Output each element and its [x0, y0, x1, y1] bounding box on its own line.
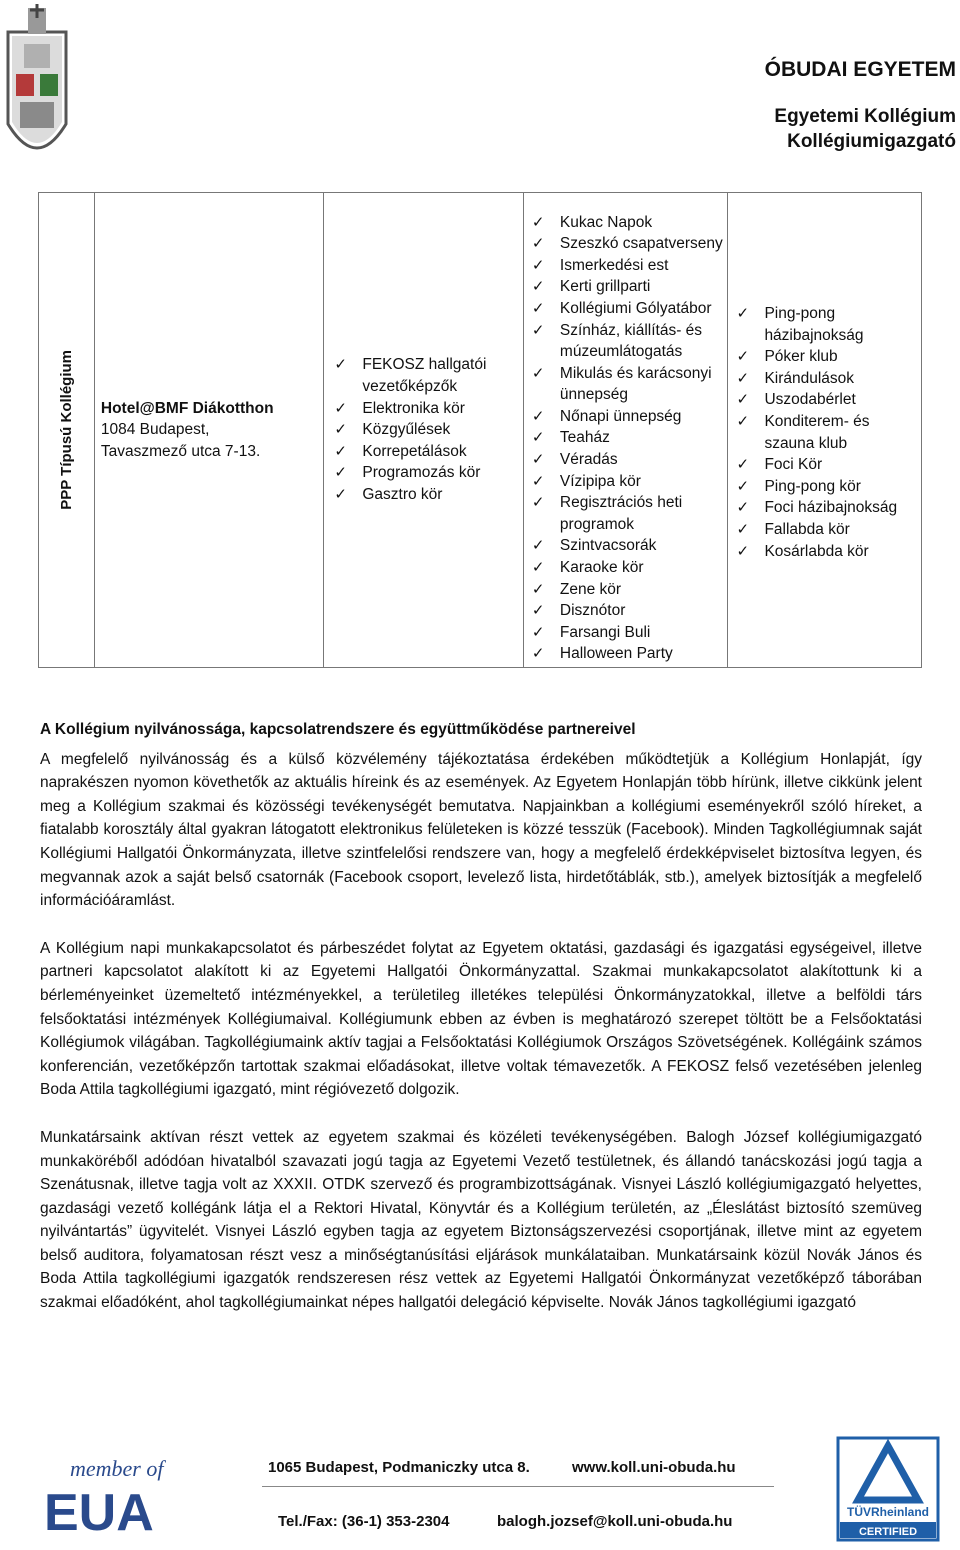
checkmark-icon: ✓	[531, 623, 545, 641]
list-item-text: Szeszkó csapatverseny	[559, 235, 723, 253]
list-item-text: Elektronika kör	[362, 399, 465, 417]
list-item	[736, 541, 921, 563]
list-item	[532, 255, 728, 277]
list-item-text: Karaoke kör	[559, 559, 644, 577]
checkmark-icon: ✓	[334, 485, 347, 503]
checkmark-icon: ✓	[531, 429, 545, 447]
table-cell-sports	[728, 193, 921, 667]
list-item-text: Kukac Napok	[559, 213, 653, 231]
list-item	[334, 419, 523, 441]
list-item	[532, 320, 728, 363]
list-item	[736, 519, 921, 541]
checkmark-icon: ✓	[736, 305, 750, 322]
checkmark-icon: ✓	[531, 537, 545, 555]
checkmark-icon: ✓	[531, 364, 545, 382]
list-item	[736, 346, 921, 368]
checkmark-icon: ✓	[334, 421, 347, 439]
list-item	[532, 622, 728, 644]
list-item	[532, 579, 728, 601]
checkmark-icon: ✓	[531, 451, 545, 469]
checkmark-icon: ✓	[531, 256, 545, 274]
list-item-text: Nőnapi ünnepség	[559, 407, 682, 425]
list-item-text: Ismerkedési est	[559, 256, 669, 274]
checkmark-icon: ✓	[334, 356, 347, 374]
list-item-text: Színház, kiállítás- és múzeumlátogatás	[559, 321, 703, 361]
list-item-text: Véradás	[559, 451, 618, 469]
paragraph-2: A Kollégium napi munkakapcsolatot és párbeszédet folytat az Egyetem oktatási, gazdasági és igazgatási egységeivel, illetve partneri kapcsolatot alakított ki az Egyetemi Hallgatói Önkormányzattal. Szakmai munkakapcsolatot alakítottunk ki a bérleményeinket üzemeltető intézményekkel, a területileg illetékes települési Önkormányzatokkal, illetve a belföldi társ felsőoktatási intézmények Kollégiumaival. Kollégiumunk ebben az évben is meghatározó szerepet töltött be a Felsőoktatási Kollégiumok világában. Tagkollégiumaink aktív tagjai a Felsőoktatási Kollégiumok Országos Szövetségének. Kollégáink számos konferencián, vezetőképzőn tartottak szakmai előadásokat, illetve voltak témavezetők. A FEKOSZ felső vezetésében jelenleg Boda Attila tagkollégiumi igazgató, mint régióvezető dolgozik.	[40, 939, 922, 1099]
list-item-text: Regisztrációs heti programok	[559, 494, 683, 533]
footer-divider	[262, 1486, 774, 1487]
list-item-text: Halloween Party	[559, 645, 673, 663]
list-item-text: Farsangi Buli	[559, 623, 651, 641]
list-item	[334, 462, 523, 484]
list-item	[532, 557, 728, 579]
sports-programs-list	[728, 303, 921, 562]
checkmark-icon: ✓	[736, 520, 750, 538]
dormitory-type-label: PPP Típusú Kollégium	[57, 350, 75, 510]
checkmark-icon: ✓	[531, 278, 545, 296]
checkmark-icon: ✓	[531, 580, 545, 598]
eua-text-line-1: member of	[70, 1456, 164, 1481]
list-item-text: Kollégiumi Gólyatábor	[559, 299, 712, 317]
section-heading: A Kollégium nyilvánossága, kapcsolatrendszere és együttműködése partnereivel	[40, 721, 636, 738]
checkmark-icon: ✓	[531, 494, 545, 512]
list-item-text: Póker klub	[764, 348, 838, 366]
dormitory-name: Hotel@BMF Diákotthon	[100, 399, 274, 417]
header-line-2: Kollégiumigazgató	[787, 131, 956, 152]
list-item-text: Foci Kör	[764, 456, 823, 474]
list-item-text: Uszodabérlet	[764, 391, 856, 409]
list-item-text: Kerti grillparti	[559, 278, 651, 296]
table-cell-professional	[324, 193, 524, 667]
checkmark-icon: ✓	[334, 464, 347, 482]
list-item-text: Foci házibajnokság	[764, 499, 898, 517]
list-item-text: Kosárlabda kör	[764, 542, 869, 560]
list-item	[532, 535, 728, 557]
list-item	[532, 212, 728, 234]
checkmark-icon: ✓	[531, 559, 545, 577]
footer-email-link[interactable]: balogh.jozsef@koll.uni-obuda.hu	[497, 1513, 733, 1530]
list-item	[532, 600, 728, 622]
checkmark-icon: ✓	[531, 472, 545, 490]
eua-text-line-2: EUA	[44, 1484, 154, 1536]
dormitory-programs-table	[38, 192, 922, 668]
list-item	[532, 471, 728, 493]
tuv-text-line-2: CERTIFIED	[858, 1526, 918, 1538]
eua-member-logo	[38, 1452, 172, 1536]
list-item	[532, 449, 728, 471]
paragraph-1: A megfelelő nyilvánosság és a külső közvélemény tájékoztatása érdekében működtetjük a Kollégium Honlapját, így naprakészen nyomon követhetők az aktuális híreink és az események. Az Egyetem Honlapján több hírünk, illetve cikkünk jelent meg a Kollégium szakmai és közösségi tevékenységét bemutatva. Napjainkban a kollégiumi eseményekről szóló híreket, a fiatalabb korosztály által gyakran látogatott elektronikus felületeken is közzé tesszük (Facebook). Minden Tagkollégiumnak saját Kollégiumi Hallgatói Önkormányzata, illetve szintfelelősi rendszere van, hogy a megfelelő érdekképviselet biztosítva legyen, és megvannak azok a saját belső csatornák (Facebook csoport, levelező lista, hirdetőtáblák, stb.), amelyek biztosítják a megfelelő információáramlást.	[40, 750, 922, 910]
university-name: ÓBUDAI EGYETEM	[764, 58, 956, 81]
paragraph-3: Munkatársaink aktívan részt vettek az egyetem szakmai és közéleti tevékenységében. Balogh József kollégiumigazgató munkaköréből adódóan hivatalból szavazati jogú tagja az Egyetemi Vezető testületnek, és állandó tanácskozási jogú tagja a Szenátusnak, illetve tagja volt az XXXII. OTDK szervező és programbizottságának. Visnyei László kollégiumigazgató helyettes, gazdasági vezető kollégánk látja el a Rektori Hivatal, Könyvtár és a Kollégium területén, az „Éleslátást biztosító szemüveg nyilvántartás” ügyvitelét. Visnyei László egyben tagja az egyetem Biztonságszervezési csoportjának, illetve mint az egyetem belső auditora, folyamatosan részt vesz a minőségtanúsítási eljárások munkálataiban. Munkatársaink közül Novák János és Boda Attila tagkollégiumi igazgatók rendszeresen rész vettek az Egyetemi Hallgatói Önkormányzat vezetőképző táborában szakmai előadóként, ahol tagkollégiumainkat népes hallgatói delegáció képviselte. Novák János tagkollégiumi igazgató	[40, 1128, 922, 1312]
table-cell-name	[95, 193, 324, 667]
list-item-text: Disznótor	[559, 602, 626, 620]
footer-address: 1065 Budapest, Podmaniczky utca 8.	[268, 1459, 530, 1476]
list-item	[532, 276, 728, 298]
footer-phone: Tel./Fax: (36-1) 353-2304	[278, 1513, 450, 1530]
header-line-1: Egyetemi Kollégium	[774, 106, 956, 127]
list-item	[334, 484, 523, 506]
checkmark-icon: ✓	[736, 348, 750, 366]
professional-programs-list	[326, 354, 523, 505]
page-header	[765, 58, 956, 154]
community-programs-list	[524, 212, 728, 665]
checkmark-icon: ✓	[736, 456, 750, 474]
list-item-text: Ping-pong kör	[764, 477, 861, 495]
list-item	[334, 441, 523, 463]
list-item-text: Kirándulások	[764, 369, 855, 387]
list-item	[532, 233, 728, 255]
list-item-text: Konditerem- és szauna klub	[764, 412, 870, 452]
list-item-text: Mikulás és karácsonyi ünnepség	[559, 364, 712, 404]
checkmark-icon: ✓	[334, 399, 347, 417]
list-item	[736, 368, 921, 390]
table-cell-community	[524, 193, 729, 667]
checkmark-icon: ✓	[531, 602, 545, 620]
checkmark-icon: ✓	[531, 213, 545, 231]
list-item-text: Szintvacsorák	[559, 537, 657, 555]
checkmark-icon: ✓	[736, 477, 750, 495]
list-item	[532, 406, 728, 428]
list-item	[736, 389, 921, 411]
tuv-text-line-1: TÜVRheinland	[846, 1505, 930, 1519]
list-item-text: Teaház	[559, 429, 610, 447]
university-seal-logo	[2, 4, 72, 174]
checkmark-icon: ✓	[531, 407, 545, 425]
list-item	[736, 454, 921, 476]
list-item	[736, 411, 921, 454]
checkmark-icon: ✓	[736, 499, 750, 517]
checkmark-icon: ✓	[531, 299, 545, 317]
checkmark-icon: ✓	[531, 321, 545, 339]
list-item	[334, 398, 523, 420]
dormitory-address-line-1: 1084 Budapest,	[100, 421, 210, 439]
list-item	[532, 643, 728, 665]
table-cell-type	[39, 193, 95, 667]
list-item	[532, 363, 728, 406]
checkmark-icon: ✓	[531, 235, 545, 253]
list-item-text: Ping-pong házibajnokság	[764, 305, 864, 344]
list-item	[334, 354, 523, 397]
list-item	[532, 298, 728, 320]
list-item	[736, 476, 921, 498]
checkmark-icon: ✓	[736, 369, 750, 387]
list-item-text: FEKOSZ hallgatói vezetőképzők	[362, 356, 487, 396]
main-content	[40, 718, 922, 1339]
list-item	[736, 497, 921, 519]
list-item-text: Zene kör	[559, 580, 622, 598]
checkmark-icon: ✓	[531, 645, 545, 663]
checkmark-icon: ✓	[736, 412, 750, 430]
list-item-text: Gasztro kör	[362, 485, 443, 503]
checkmark-icon: ✓	[334, 442, 347, 460]
list-item	[532, 427, 728, 449]
list-item	[736, 303, 921, 346]
checkmark-icon: ✓	[736, 542, 750, 560]
checkmark-icon: ✓	[736, 391, 750, 409]
list-item	[532, 492, 728, 535]
list-item-text: Közgyűlések	[362, 421, 451, 439]
dormitory-address-line-2: Tavaszmező utca 7-13.	[100, 442, 261, 460]
list-item-text: Korrepetálások	[362, 442, 467, 460]
list-item-text: Programozás kör	[362, 464, 481, 482]
footer-website-link[interactable]: www.koll.uni-obuda.hu	[572, 1459, 736, 1476]
list-item-text: Vízipipa kör	[559, 472, 641, 490]
tuv-certified-logo	[836, 1436, 940, 1542]
list-item-text: Fallabda kör	[764, 520, 850, 538]
page-footer	[0, 1436, 960, 1550]
